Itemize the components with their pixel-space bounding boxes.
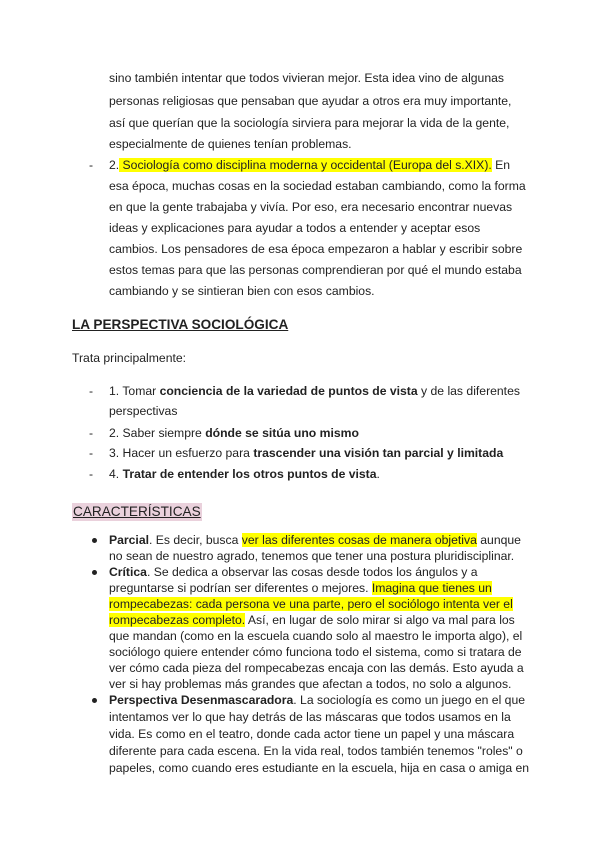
list-dash: - [89, 384, 94, 398]
bullet-dot [92, 698, 97, 703]
item2-line: esa época, muchas cosas en la sociedad estaban cambiando, como la forma [109, 179, 526, 193]
item2-line: cambiando y se sintieran bien con esos cambios. [109, 284, 375, 298]
desenmascaradora-line: vida. Es como en el teatro, donde cada actor tiene un papel y una máscara [109, 727, 515, 741]
critica-highlight: rompecabezas: cada persona ve una parte, pero el sociólogo intenta ver el [109, 597, 513, 611]
desenmascaradora-term: Perspectiva Desenmascaradora [109, 693, 294, 707]
item2-highlight: Sociología como disciplina moderna y occidental (Europa del s.XIX). [119, 158, 492, 172]
critica-line: ver cómo cada pieza del rompecabezas encaja con las demás. Esto ayuda a [109, 661, 524, 675]
perspectiva-item-4 [109, 466, 380, 482]
item-text: . [376, 467, 380, 481]
item2-line: cambios. Los pensadores de esa época empezaron a hablar y escribir sobre [109, 242, 523, 256]
critica-line-3 [109, 596, 513, 612]
desenmascaradora-line: diferente para cada escena. En la vida real, todos también tenemos "roles" o [109, 744, 523, 758]
intro-line: personas religiosas que pensaban que ayudar a otros era muy importante, [109, 94, 512, 108]
item-text: 3. Hacer un esfuerzo para [109, 446, 254, 460]
item-text: 2. Saber siempre [109, 426, 206, 440]
item-bold: Tratar de entender los otros puntos de vista [122, 467, 377, 481]
perspectiva-item-1 [109, 383, 520, 399]
item2-number: 2. [109, 158, 120, 172]
item-text: 4. [109, 467, 123, 481]
bullet-dot [92, 538, 97, 543]
list-dash: - [89, 158, 94, 172]
critica-line-2 [109, 580, 492, 596]
item-bold: trascender una visión tan parcial y limitada [253, 446, 504, 460]
item2-line: estos temas para que las personas comprendieran por qué el mundo estaba [109, 263, 522, 277]
perspectiva-item-2 [109, 425, 359, 441]
caracteristicas-heading: CARACTERÍSTICAS [73, 504, 201, 519]
perspectiva-heading: LA PERSPECTIVA SOCIOLÓGICA [72, 317, 289, 332]
desenmascaradora-line-1 [109, 692, 525, 708]
item-bold: dónde se sitúa uno mismo [205, 426, 359, 440]
intro-line: especialmente de quienes tenían problemas. [109, 137, 352, 151]
critica-text: Así, en lugar de solo mirar si algo va mal para los [245, 613, 515, 627]
desenmascaradora-line: intentamos ver lo que hay detrás de las máscaras que todos usamos en la [109, 710, 511, 724]
parcial-line-2: no sean de nuestro agrado, tenemos que tener una postura pluridisciplinar. [109, 549, 515, 563]
bullet-dot [92, 570, 97, 575]
intro-line: así que querían que la sociología sirviera para mejorar la vida de la gente, [109, 116, 510, 130]
critica-line: que mandan (como en la escuela cuando solo al maestro le importa algo), el [109, 629, 523, 643]
desenmascaradora-line: papeles, como cuando eres estudiante en la escuela, hija en casa o amiga en [109, 761, 530, 775]
parcial-text: . Es decir, busca [148, 533, 242, 547]
parcial-highlight: ver las diferentes cosas de manera objetiva [241, 533, 477, 547]
item-text: 1. Tomar [109, 384, 160, 398]
critica-line-4 [109, 612, 515, 628]
critica-highlight: Imagina que tienes un [371, 581, 492, 595]
critica-line: ver si hay problemas más grandes que afectan a todos, no solo a algunos. [109, 677, 512, 691]
item2-line: ideas y explicaciones para ayudar a todos a entender y aceptar esos [109, 221, 481, 235]
critica-text: . Se dedica a observar las cosas desde todos los ángulos y a [146, 565, 478, 579]
list-dash: - [89, 467, 94, 481]
parcial-term: Parcial [109, 533, 149, 547]
item-text: y de las diferentes [417, 384, 520, 398]
list-dash: - [89, 426, 94, 440]
perspectiva-item-1-cont: perspectivas [109, 404, 178, 418]
item2-line: en que la gente trabajaba y vivía. Por eso, era necesario encontrar nuevas [109, 200, 513, 214]
perspectiva-intro: Trata principalmente: [72, 351, 187, 365]
item-bold: conciencia de la variedad de puntos de vista [159, 384, 418, 398]
perspectiva-item-3 [109, 445, 503, 461]
critica-line-1 [109, 564, 478, 580]
critica-term: Crítica [109, 565, 147, 579]
list-dash: - [89, 446, 94, 460]
critica-line: sociólogo quiere entender cómo funciona todo el sistema, como si tratara de [109, 645, 522, 659]
parcial-text: aunque [476, 533, 521, 547]
critica-text: preguntarse si podrían ser diferentes o mejores. [109, 581, 372, 595]
critica-highlight: rompecabezas completo. [109, 613, 246, 627]
item2-first-line [109, 157, 510, 173]
item2-rest: En [491, 158, 511, 172]
parcial-line-1 [109, 532, 521, 548]
desenmascaradora-text: . La sociología es como un juego en el que [293, 693, 526, 707]
intro-line: sino también intentar que todos vivieran mejor. Esta idea vino de algunas [109, 71, 504, 85]
